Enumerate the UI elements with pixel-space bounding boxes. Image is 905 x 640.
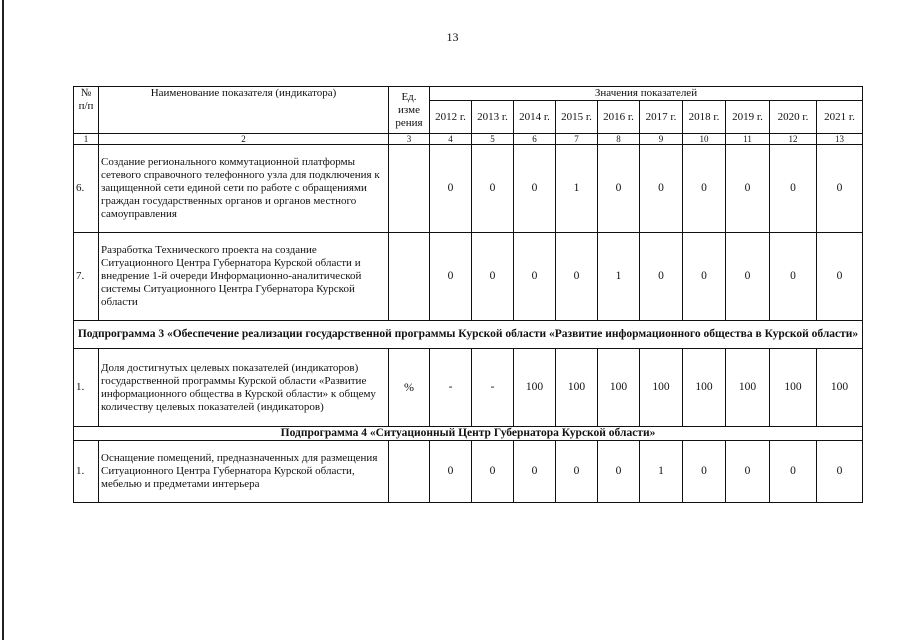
value-cell: 0 xyxy=(598,441,640,503)
indicator-name: Доля достигнутых целевых показателей (индикаторов) государственной программы Курской области «Развитие информационного общества в Курской области» к общему количеству целевых показателей (индикаторов) xyxy=(99,349,389,427)
row-number: 1. xyxy=(74,441,99,503)
value-cell: 0 xyxy=(683,441,726,503)
value-cell: 0 xyxy=(514,145,556,233)
column-number: 12 xyxy=(770,134,817,145)
col-name-header: Наименование показателя (индикатора) xyxy=(99,87,389,134)
column-number: 10 xyxy=(683,134,726,145)
table-row xyxy=(74,145,863,233)
value-cell: 0 xyxy=(430,145,472,233)
value-cell: 0 xyxy=(683,145,726,233)
indicator-name: Оснащение помещений, предназначенных для размещения Ситуационного Центра Губернатора Курской области, мебелью и предметами интерьера xyxy=(99,441,389,503)
column-number: 7 xyxy=(556,134,598,145)
column-number: 6 xyxy=(514,134,556,145)
table-row xyxy=(74,441,863,503)
value-cell: 0 xyxy=(556,233,598,321)
col-unit-header: Ед. изме рения xyxy=(389,87,430,134)
unit-cell xyxy=(389,233,430,321)
year-header: 2014 г. xyxy=(514,101,556,134)
value-cell: 0 xyxy=(598,145,640,233)
column-number: 9 xyxy=(640,134,683,145)
year-header: 2012 г. xyxy=(430,101,472,134)
value-cell: 0 xyxy=(556,441,598,503)
value-cell: 100 xyxy=(817,349,863,427)
value-cell: 100 xyxy=(770,349,817,427)
table-row xyxy=(74,349,863,427)
value-cell: 0 xyxy=(770,145,817,233)
column-number: 13 xyxy=(817,134,863,145)
unit-cell xyxy=(389,441,430,503)
year-header: 2019 г. xyxy=(726,101,770,134)
subprogram-heading-row xyxy=(74,427,863,441)
subprogram-heading-row xyxy=(74,321,863,349)
value-cell: 100 xyxy=(556,349,598,427)
unit-cell: % xyxy=(389,349,430,427)
value-cell: 0 xyxy=(817,145,863,233)
value-cell: 0 xyxy=(430,441,472,503)
year-header: 2016 г. xyxy=(598,101,640,134)
value-cell: 0 xyxy=(514,233,556,321)
value-cell: 1 xyxy=(598,233,640,321)
value-cell: 0 xyxy=(514,441,556,503)
value-cell: 0 xyxy=(472,145,514,233)
header-row xyxy=(74,87,863,101)
indicator-name: Создание регионального коммутационной платформы сетевого справочного телефонного узла для подключения к защищенной сети единой сети по работе с обращениями граждан государственных органов и органов местного самоуправления xyxy=(99,145,389,233)
value-cell: - xyxy=(430,349,472,427)
column-number: 2 xyxy=(99,134,389,145)
page-number: 13 xyxy=(446,30,459,44)
column-number: 11 xyxy=(726,134,770,145)
values-group-header: Значения показателей xyxy=(430,87,863,101)
row-number: 7. xyxy=(74,233,99,321)
column-number: 4 xyxy=(430,134,472,145)
col-number-header: № п/п xyxy=(74,87,99,134)
value-cell: 1 xyxy=(556,145,598,233)
year-header: 2018 г. xyxy=(683,101,726,134)
unit-cell xyxy=(389,145,430,233)
value-cell: 0 xyxy=(472,441,514,503)
value-cell: 0 xyxy=(640,145,683,233)
year-header: 2017 г. xyxy=(640,101,683,134)
column-number: 1 xyxy=(74,134,99,145)
value-cell: 1 xyxy=(640,441,683,503)
subprogram-4-title: Подпрограмма 4 «Ситуационный Центр Губернатора Курской области» xyxy=(74,427,863,441)
column-number: 8 xyxy=(598,134,640,145)
column-number: 3 xyxy=(389,134,430,145)
value-cell: 0 xyxy=(770,441,817,503)
value-cell: 0 xyxy=(430,233,472,321)
indicators-table xyxy=(73,86,863,503)
table-row xyxy=(74,233,863,321)
value-cell: 0 xyxy=(472,233,514,321)
value-cell: 100 xyxy=(514,349,556,427)
value-cell: 100 xyxy=(598,349,640,427)
column-number: 5 xyxy=(472,134,514,145)
year-header: 2021 г. xyxy=(817,101,863,134)
indicator-name: Разработка Технического проекта на создание Ситуационного Центра Губернатора Курской области и внедрение 1-й очереди Информационно-аналитической системы Ситуационного Центра Губернатора Курской области xyxy=(99,233,389,321)
value-cell: 0 xyxy=(770,233,817,321)
column-numbers-row xyxy=(74,134,863,145)
row-number: 1. xyxy=(74,349,99,427)
value-cell: 0 xyxy=(726,233,770,321)
row-number: 6. xyxy=(74,145,99,233)
value-cell: 0 xyxy=(817,441,863,503)
subprogram-3-title: Подпрограмма 3 «Обеспечение реализации государственной программы Курской области «Развитие информационного общества в Курской области» xyxy=(74,321,863,349)
value-cell: 0 xyxy=(683,233,726,321)
value-cell: 0 xyxy=(726,441,770,503)
value-cell: 0 xyxy=(726,145,770,233)
year-header: 2020 г. xyxy=(770,101,817,134)
value-cell: 0 xyxy=(817,233,863,321)
year-header: 2013 г. xyxy=(472,101,514,134)
value-cell: 100 xyxy=(726,349,770,427)
value-cell: 100 xyxy=(683,349,726,427)
scan-edge-line xyxy=(2,0,4,640)
value-cell: 100 xyxy=(640,349,683,427)
year-header: 2015 г. xyxy=(556,101,598,134)
value-cell: 0 xyxy=(640,233,683,321)
value-cell: - xyxy=(472,349,514,427)
